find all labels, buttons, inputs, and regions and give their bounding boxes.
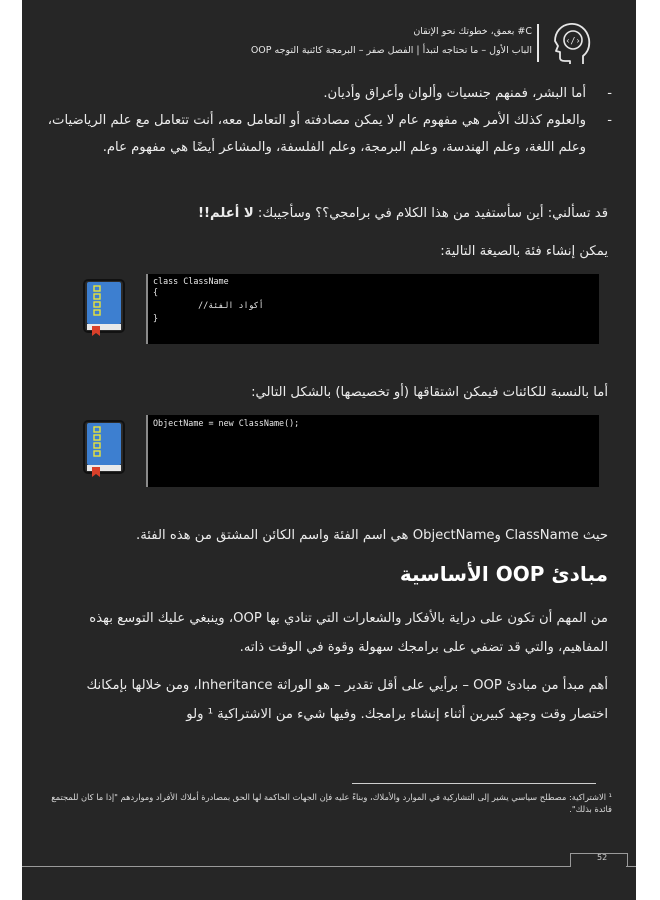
svg-text:‹/›: ‹/› — [565, 36, 581, 47]
body-paragraph: من المهم أن تكون على دراية بالأفكار والشعارات التي تنادي بها OOP، وينبغي عليك التوسع بهذه المفاهيم، والتي قد تضفي على برامجك سهولة وقوة في الوقت ذاته. — [89, 611, 608, 655]
book-title: C# بعمق، خطوتك نحو الإتقان — [413, 26, 532, 37]
head-code-icon — [553, 20, 591, 68]
footnote-rule — [352, 783, 596, 784]
code-line: ObjectName = new ClassName(); — [153, 418, 300, 428]
where-text: حيث ClassName وObjectName هي اسم الفئة واسم الكائن المشتق من هذه الفئة. — [136, 528, 608, 543]
chapter-title: الباب الأول – ما تحتاجه لتبدأ | الفصل صفر – البرمجة كائنية التوجه OOP — [250, 45, 532, 56]
code-block-class — [146, 274, 599, 344]
answer-bold: لا أعلم!! — [198, 206, 254, 221]
book-icon — [82, 419, 126, 479]
bullet-item: - والعلوم كذلك الأمر هي مفهوم عام لا يمكن مصادفته أو التعامل معه، أنت تتعامل مع علم الرياضيات، وعلم اللغة، وعلم الهندسة، وعلم البرمجة، وعلم الفلسفة، والمشاعر أيضًا هي مفهوم عام. — [47, 113, 612, 155]
footer-line — [626, 866, 636, 867]
question-paragraph: قد تسألني: أين سأستفيد من هذا الكلام في برامجي؟؟ وسأجيبك: لا أعلم!! — [198, 206, 608, 221]
code-line: //أكواد الفئة — [178, 300, 264, 310]
code-line: } — [153, 313, 159, 323]
page-number: 52 — [597, 853, 608, 862]
object-intro: أما بالنسبة للكائنات فيمكن اشتقاقها (أو تخصيصها) بالشكل التالي: — [251, 385, 608, 400]
footnote: ¹ الاشتراكية: مصطلح سياسي يشير إلى التشاركية في الموارد والأملاك، وبناءً عليه فإن الجهات الحاكمة لها الحق بمصادرة أملاك الأفراد ومواردهم "إذا ما كان للمجتمع فائدة بذلك". — [51, 792, 612, 814]
page — [22, 0, 636, 900]
header-separator — [537, 24, 539, 62]
bullet-item: - أما البشر، فمنهم جنسيات وألوان وأعراق وأديان. — [323, 86, 612, 101]
body-paragraph: أهم مبدأ من مبادئ OOP – برأيي على أقل تقدير – هو الوراثة Inheritance، ومن خلالها بإمكانك اختصار وقت وجهد كبيرين أثناء إنشاء برامجك. وفيها شيء من الاشتراكية ¹ ولو — [86, 678, 608, 722]
class-intro: يمكن إنشاء فئة بالصيغة التالية: — [440, 244, 608, 259]
code-line: { — [153, 287, 159, 297]
code-block-object — [146, 415, 599, 487]
book-icon — [82, 278, 126, 338]
section-heading: مبادئ OOP الأساسية — [399, 562, 608, 586]
footer-line — [22, 866, 570, 867]
code-line: class ClassName — [153, 276, 229, 286]
